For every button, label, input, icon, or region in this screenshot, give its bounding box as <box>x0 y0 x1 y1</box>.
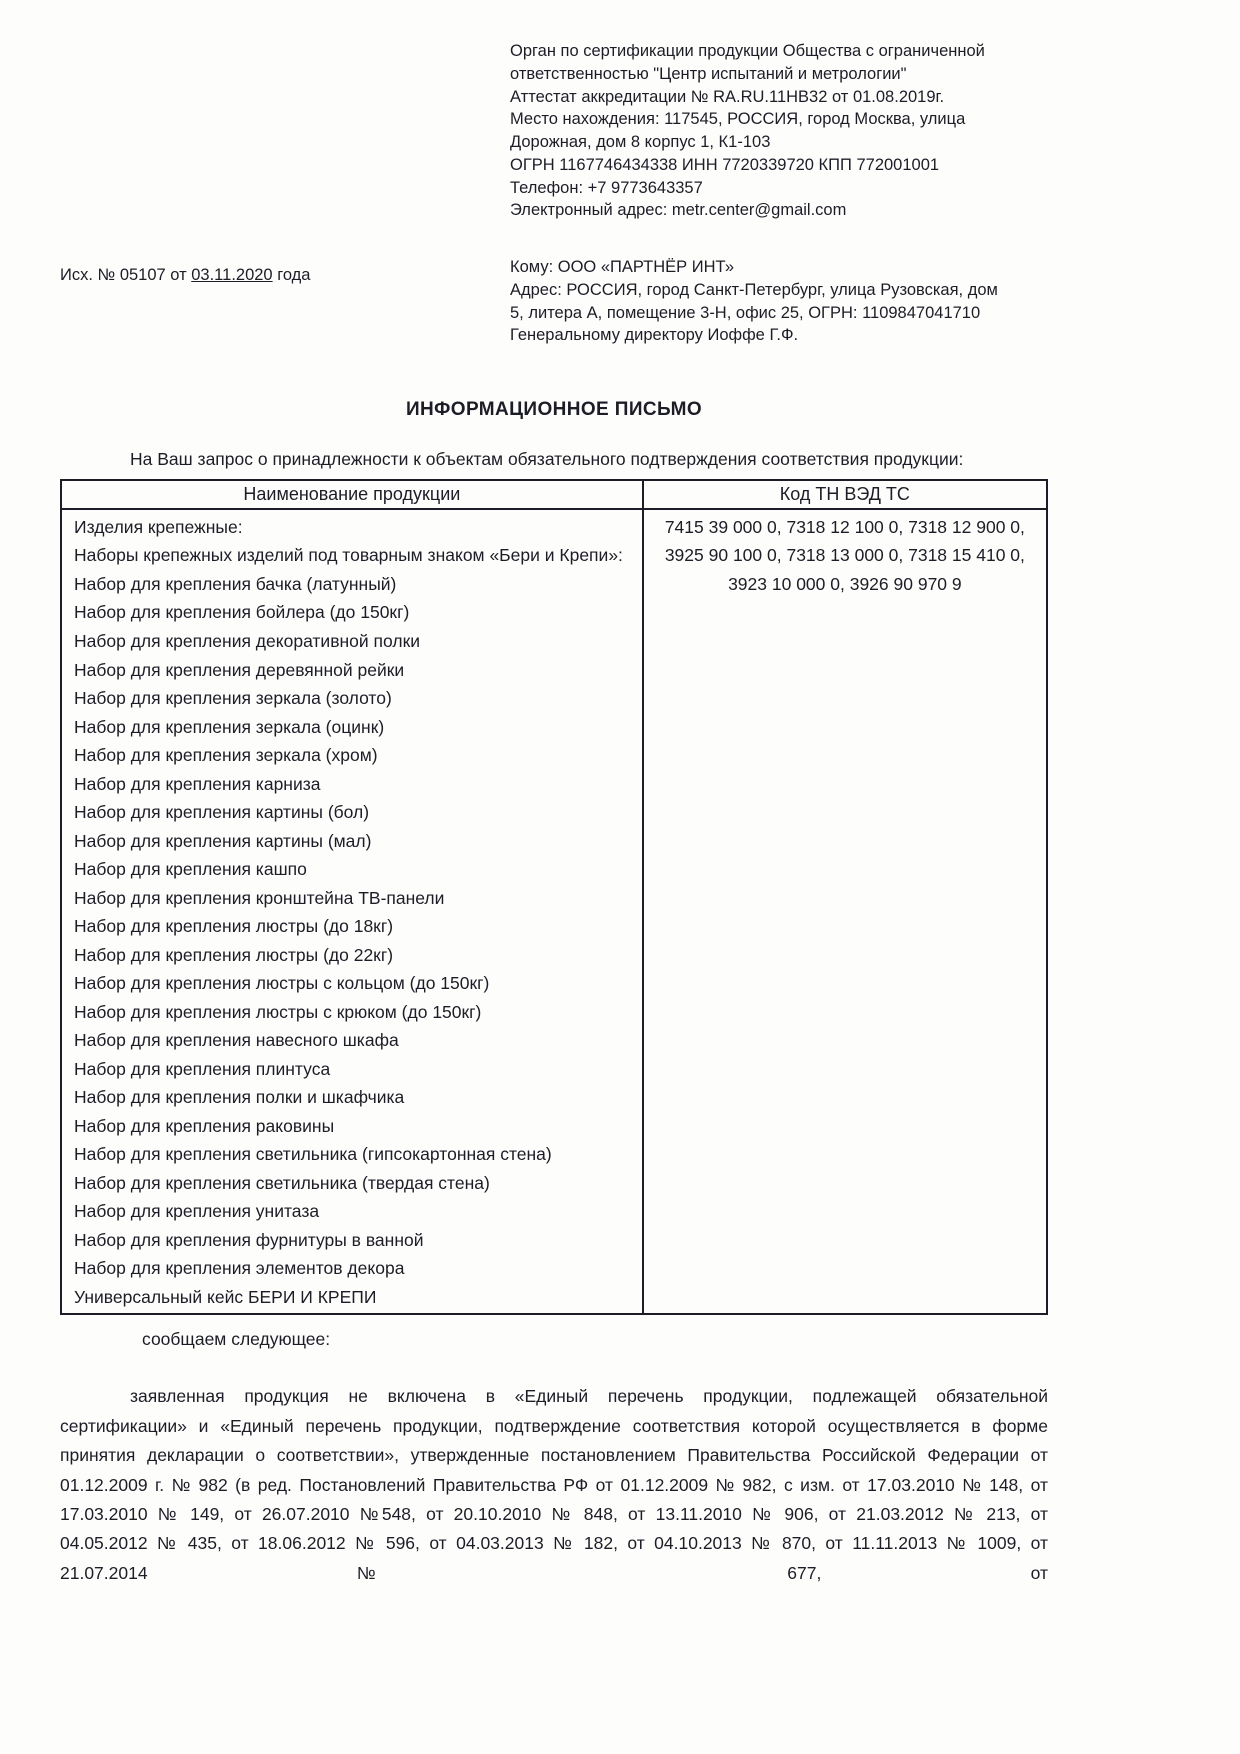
outgoing-number <box>60 256 510 347</box>
outgoing-prefix: Исх. № 05107 от <box>60 266 192 285</box>
product-item: Набор для крепления люстры с крюком (до 150кг) <box>74 1001 482 1022</box>
product-item: Набор для крепления деревянной рейки <box>74 659 405 680</box>
product-item: Набор для крепления зеркала (оцинк) <box>74 716 385 737</box>
products-table <box>60 479 1048 1315</box>
letter-title: ИНФОРМАЦИОННОЕ ПИСЬМО <box>405 399 703 421</box>
outgoing-date: 03.11.2020 <box>191 266 273 285</box>
product-item: Набор для крепления люстры (до 18кг) <box>74 916 394 937</box>
product-item: Набор для крепления люстры с кольцом (до 150кг) <box>74 973 490 994</box>
product-item: Набор для крепления зеркала (золото) <box>74 688 392 709</box>
product-item: Набор для крепления карниза <box>74 773 321 794</box>
org-block-line: Электронный адрес: metr.center@gmail.com <box>510 201 847 220</box>
product-item: Набор для крепления светильника (твердая стена) <box>74 1172 490 1193</box>
org-block-line: ОГРН 1167746434338 ИНН 7720339720 КПП 772001001 <box>510 155 940 174</box>
product-item: Набор для крепления картины (мал) <box>74 830 372 851</box>
product-list <box>61 509 643 1314</box>
product-item: Набор для крепления светильника (гипсокартонная стена) <box>74 1144 552 1165</box>
org-block-line: Орган по сертификации продукции Общества с ограниченной <box>510 42 985 60</box>
table-header-row <box>61 480 1047 509</box>
product-item: Набор для крепления бойлера (до 150кг) <box>74 602 410 623</box>
table-body-row <box>61 509 1047 1314</box>
product-item: Набор для крепления кашпо <box>74 859 307 880</box>
product-item: Набор для крепления кронштейна ТВ-панели <box>74 887 445 908</box>
product-item: Набор для крепления полки и шкафчика <box>74 1087 405 1108</box>
product-item: Набор для крепления элементов декора <box>74 1258 405 1279</box>
intro-paragraph: На Ваш запрос о принадлежности к объектам обязательного подтверждения соответствия продукции: <box>130 449 964 470</box>
org-block-line: Аттестат аккредитации № RA.RU.11НВ32 от 01.08.2019г. <box>510 87 945 106</box>
outgoing-suffix: года <box>272 266 311 285</box>
product-item: Наборы крепежных изделий под товарным знаком «Бери и Крепи»: <box>74 545 623 566</box>
product-item: Набор для крепления фурнитуры в ванной <box>74 1229 424 1250</box>
recipient-line: 5, литера А, помещение 3-Н, офис 25, ОГРН: 1109847041710 <box>510 303 981 322</box>
product-item: Набор для крепления навесного шкафа <box>74 1030 399 1051</box>
org-block-line: Телефон: +7 9773643357 <box>510 178 703 197</box>
product-item: Набор для крепления декоративной полки <box>74 631 421 651</box>
code-cell: 7415 39 000 0, 7318 12 100 0, 7318 12 900 0, 3925 90 100 0, 7318 13 000 0, 7318 15 410 0, 3923 10 000 0, 3926 90 970 9 <box>643 509 1047 1314</box>
certification-org-block <box>510 40 1048 222</box>
recipient-block <box>510 256 1048 347</box>
recipient-line: Генеральному директору Иоффе Г.Ф. <box>510 326 799 345</box>
table-header-product: Наименование продукции <box>61 480 643 509</box>
product-item: Набор для крепления зеркала (хром) <box>74 745 378 766</box>
product-item: Набор для крепления плинтуса <box>74 1058 331 1079</box>
recipient-line: Кому: ООО «ПАРТНЁР ИНТ» <box>510 258 735 277</box>
product-item: Набор для крепления раковины <box>74 1115 335 1136</box>
product-item: Набор для крепления унитаза <box>74 1201 320 1222</box>
org-block-line: ответственностью "Центр испытаний и метрологии" <box>510 64 907 83</box>
product-item: Набор для крепления люстры (до 22кг) <box>74 944 394 965</box>
meta-row <box>60 256 1048 347</box>
table-header-code: Код ТН ВЭД ТС <box>643 480 1047 509</box>
org-block-line: Дорожная, дом 8 корпус 1, К1-103 <box>510 133 771 152</box>
product-item: Изделия крепежные: <box>74 516 243 537</box>
recipient-line: Адрес: РОССИЯ, город Санкт-Петербург, улица Рузовская, дом <box>510 280 998 299</box>
product-item: Универсальный кейс БЕРИ И КРЕПИ <box>74 1286 377 1307</box>
org-block-line: Место нахождения: 117545, РОССИЯ, город Москва, улица <box>510 110 966 129</box>
body-paragraph: заявленная продукция не включена в «Единый перечень продукции, подлежащей обязательной сертификации» и «Единый перечень продукции, подтверждение соответствия которой осуществляется в форме принятия декларации о соответствии», утвержденные постановлением Правительства Российской Федерации от 01.12.2009 г. № 982 (в ред. Постановлений Правительства РФ от 01.12.2009 № 982, с изм. от 17.03.2010 № 148, от 17.03.2010 № 149, от 26.07.2010 №548, от 20.10.2010 № 848, от 13.11.2010 № 906, от 21.03.2012 № 213, от 04.05.2012 № 435, от 18.06.2012 № 596, от 04.03.2013 № 182, от 04.10.2013 № 870, от 11.11.2013 № 1009, от 21.07.2014 № 677, от <box>60 1386 1048 1583</box>
product-item: Набор для крепления картины (бол) <box>74 802 370 823</box>
product-item: Набор для крепления бачка (латунный) <box>74 573 397 594</box>
closing-line: сообщаем следующее: <box>142 1329 331 1350</box>
